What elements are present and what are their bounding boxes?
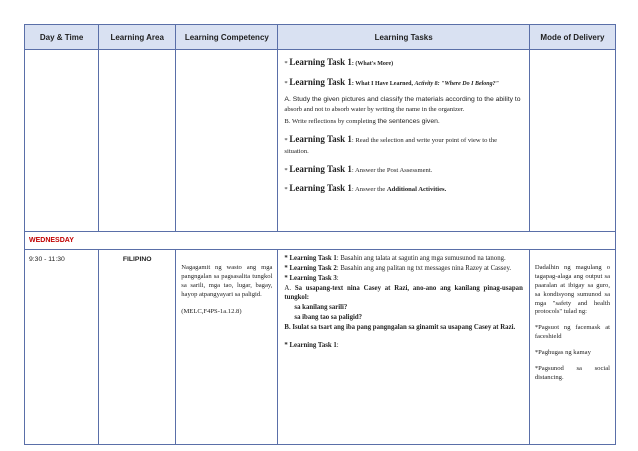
- learning-area-cell: FILIPINO: [99, 250, 176, 445]
- header-learning-competency: Learning Competency: [176, 25, 278, 50]
- task-item: * Learning Task 1: What I Have Learned, Activity 8: "Where Do I Belong?": [284, 76, 499, 87]
- table-row: [25, 50, 616, 232]
- task-subitem: sa ibang tao sa paligid?: [294, 314, 363, 322]
- task-item: * Learning Task 1: Answer the Additional Activities.: [284, 183, 447, 194]
- task-item: B. Write reflections by completing the sentences given.: [284, 118, 440, 126]
- header-mode-of-delivery: Mode of Delivery: [529, 25, 615, 50]
- time-cell: 9:30 - 11:30: [25, 250, 99, 445]
- task-item: * Learning Task 2: Basahin ang ang palitan ng txt messages nina Razey at Cassey.: [284, 264, 512, 272]
- competency-text: Nagagamit ng wasto ang mga pangngalan sa pagsasalita tungkol sa sarili, mga tao, lugar, bagay, hayop atpangyayari sa paligid.: [181, 264, 273, 298]
- mode-text: *Pagsuot ng facemask at faceshield: [534, 324, 610, 341]
- mode-text: *Paghugas ng kamay: [534, 349, 591, 357]
- empty-cell: [529, 50, 615, 232]
- task-item: * Learning Task 3:: [284, 274, 339, 282]
- empty-cell: [99, 50, 176, 232]
- lesson-plan-table: [24, 24, 616, 445]
- mode-of-delivery-cell: [529, 250, 615, 445]
- task-item: * Learning Task 1: Answer the Post Assessment.: [284, 163, 433, 174]
- empty-cell: [176, 50, 278, 232]
- table-row: [25, 250, 616, 445]
- task-item: B. Isulat sa tsart ang iba pang pangngalan sa ginamit sa usapang Casey at Razi.: [284, 323, 516, 331]
- day-label: WEDNESDAY: [25, 232, 616, 250]
- header-day-time: Day & Time: [25, 25, 99, 50]
- lesson-plan-page: [24, 24, 616, 445]
- header-learning-tasks: Learning Tasks: [278, 25, 529, 50]
- empty-cell: [25, 50, 99, 232]
- task-item: A. Sa usapang-text nina Casey at Razi, ano-ano ang kanilang pinag-usapan tungkol:: [284, 284, 523, 302]
- task-item: * Learning Task 1:: [284, 341, 339, 349]
- tasks-cell: [278, 250, 529, 445]
- header-learning-area: Learning Area: [99, 25, 176, 50]
- task-item: * Learning Task 1: Read the selection and write your point of view to the situation.: [284, 134, 498, 155]
- mode-text: Dadalhin ng magulang o tagapag-alaga ang output sa paaralan at ibigay sa guro, sa kondisyong sumunod sa mga "safety and health protocols" tulad ng:: [534, 264, 610, 316]
- task-item: * Learning Task 1: Basahin ang talata at sagutin ang mga sumusunod na tanong.: [284, 255, 506, 262]
- mode-text: *Pagsunod sa social distancing.: [534, 365, 610, 381]
- task-item: A. Study the given pictures and classify the materials according to the ability to absorb and not to absorb water by writing the name in the organizer.: [284, 96, 521, 114]
- competency-cell: [176, 250, 278, 445]
- section-row-wednesday: [25, 232, 616, 250]
- task-item: * Learning Task 1: (What's More): [284, 57, 394, 67]
- header-row: [25, 25, 616, 50]
- task-subitem: sa kanilang sarili?: [294, 304, 348, 312]
- tasks-cell: [278, 50, 529, 232]
- competency-code: (MELC,F4PS-1a.12.8): [181, 307, 242, 315]
